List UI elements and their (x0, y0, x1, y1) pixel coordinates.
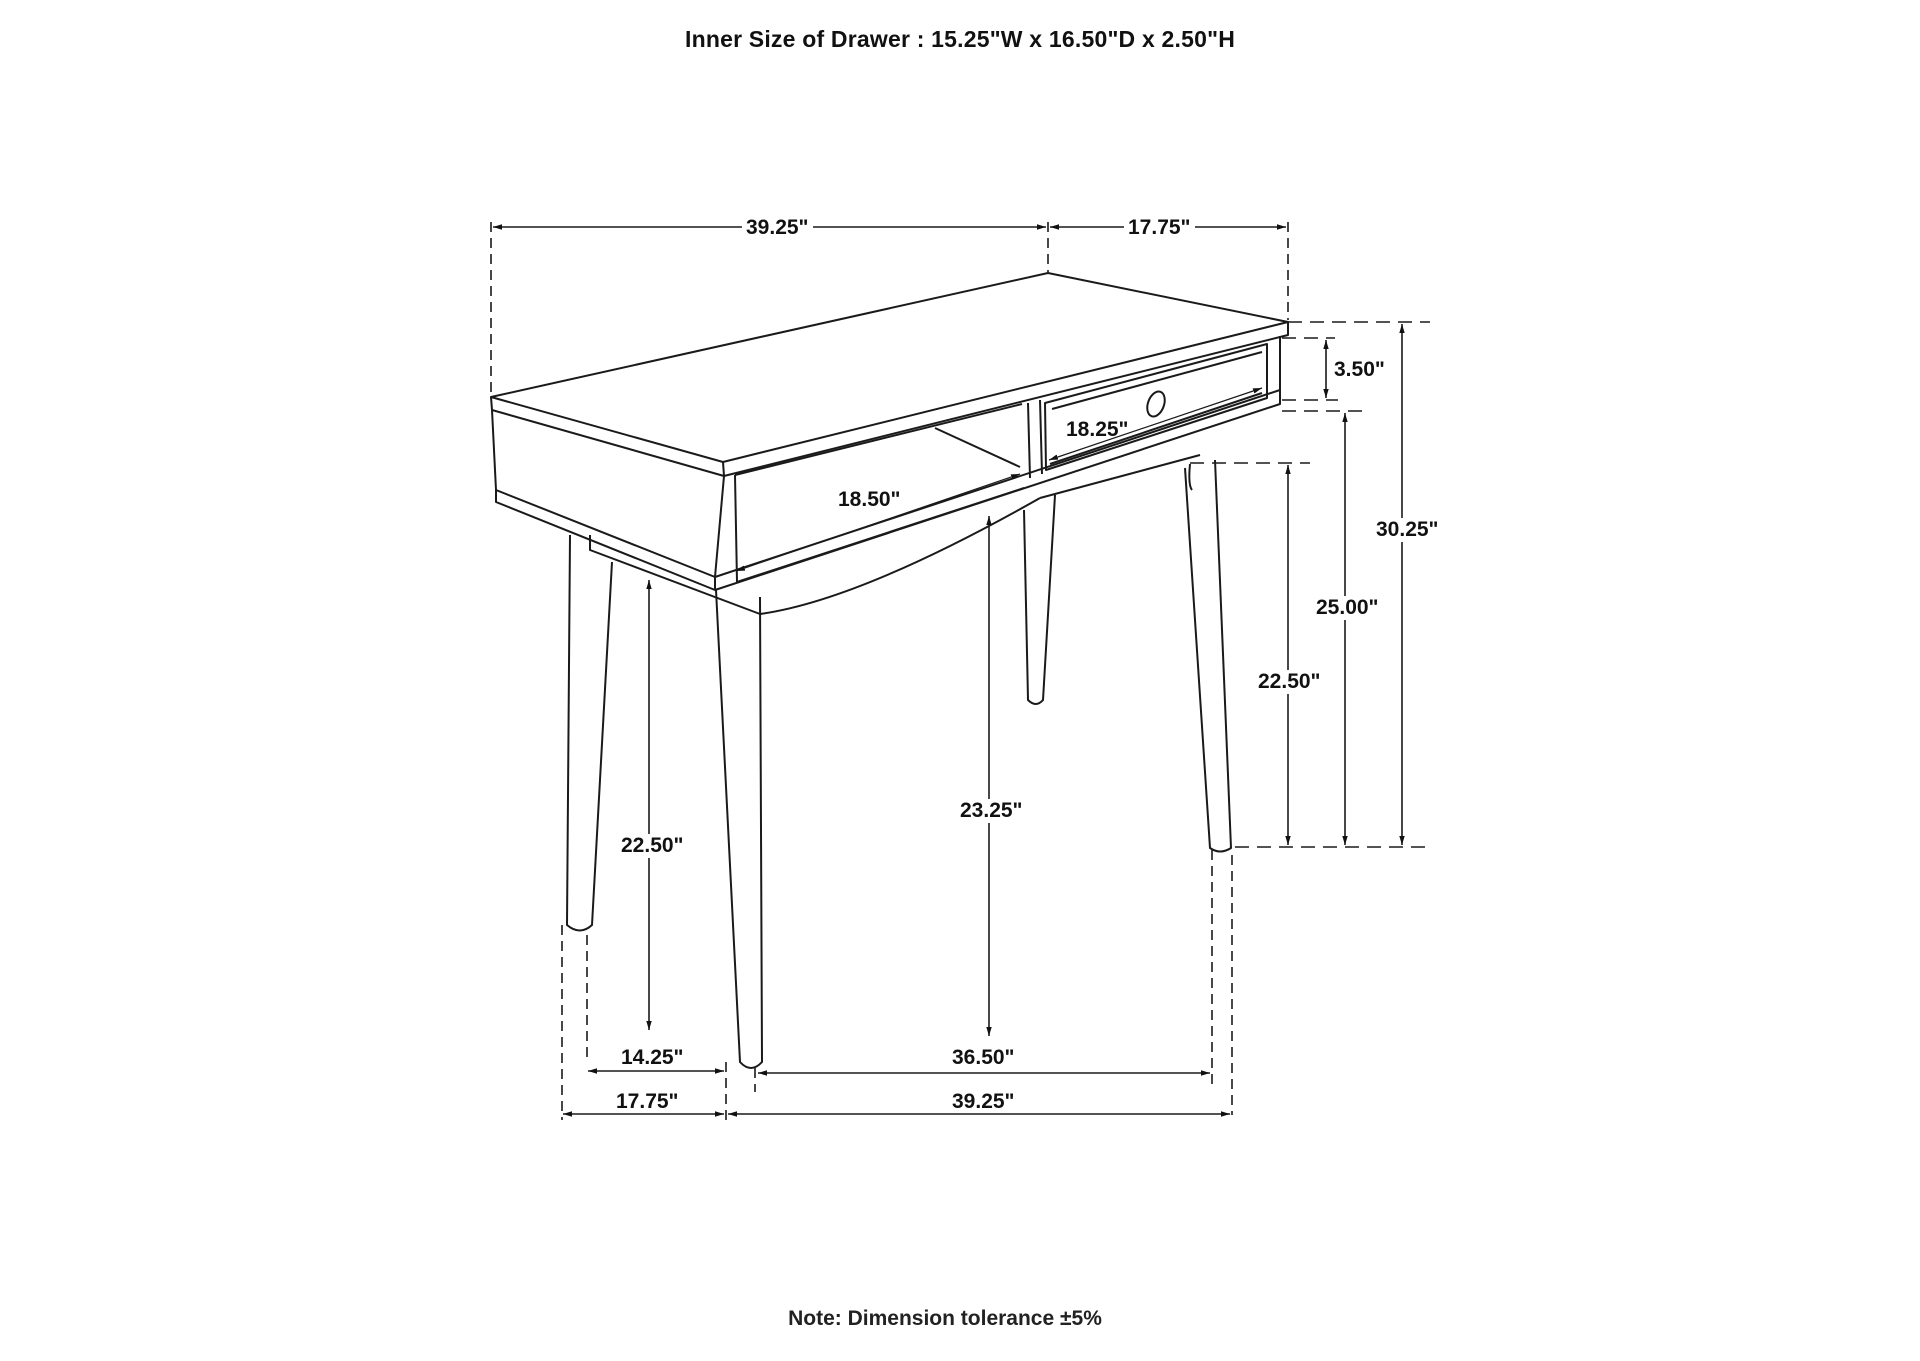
leg-back-left (567, 535, 612, 931)
leg-back-right (1024, 495, 1055, 704)
note-text: Note: Dimension tolerance ±5% (788, 1307, 1102, 1330)
dimension-tolerance-note (0, 1307, 1920, 1331)
dim-drawer-width: 18.25" (1066, 418, 1129, 441)
dim-leg-span-depth-inner: 14.25" (621, 1046, 684, 1069)
dim-base-depth: 17.75" (616, 1090, 679, 1113)
dim-center-clearance: 23.25" (956, 799, 1027, 823)
dim-leg-span-width-inner: 36.50" (952, 1046, 1015, 1069)
dim-apron-to-floor: 25.00" (1312, 596, 1383, 620)
leg-front-right (1185, 460, 1231, 852)
dim-base-width: 39.25" (952, 1090, 1015, 1113)
dim-left-leg-clearance: 22.50" (617, 834, 688, 858)
drawer-pull (1144, 389, 1168, 419)
dim-right-leg-clearance: 22.50" (1254, 670, 1325, 694)
dim-shelf-width: 18.50" (838, 488, 901, 511)
dim-drawer-front-height: 3.50" (1334, 358, 1385, 381)
dim-overall-height: 30.25" (1372, 518, 1443, 542)
desk-outline (491, 273, 1288, 1068)
leg-front-left (716, 590, 762, 1068)
dim-top-width: 39.25" (742, 216, 813, 240)
dim-top-depth: 17.75" (1124, 216, 1195, 240)
drawer-inner-size-title: Inner Size of Drawer : 15.25"W x 16.50"D x 2.50"H (684, 26, 1236, 52)
